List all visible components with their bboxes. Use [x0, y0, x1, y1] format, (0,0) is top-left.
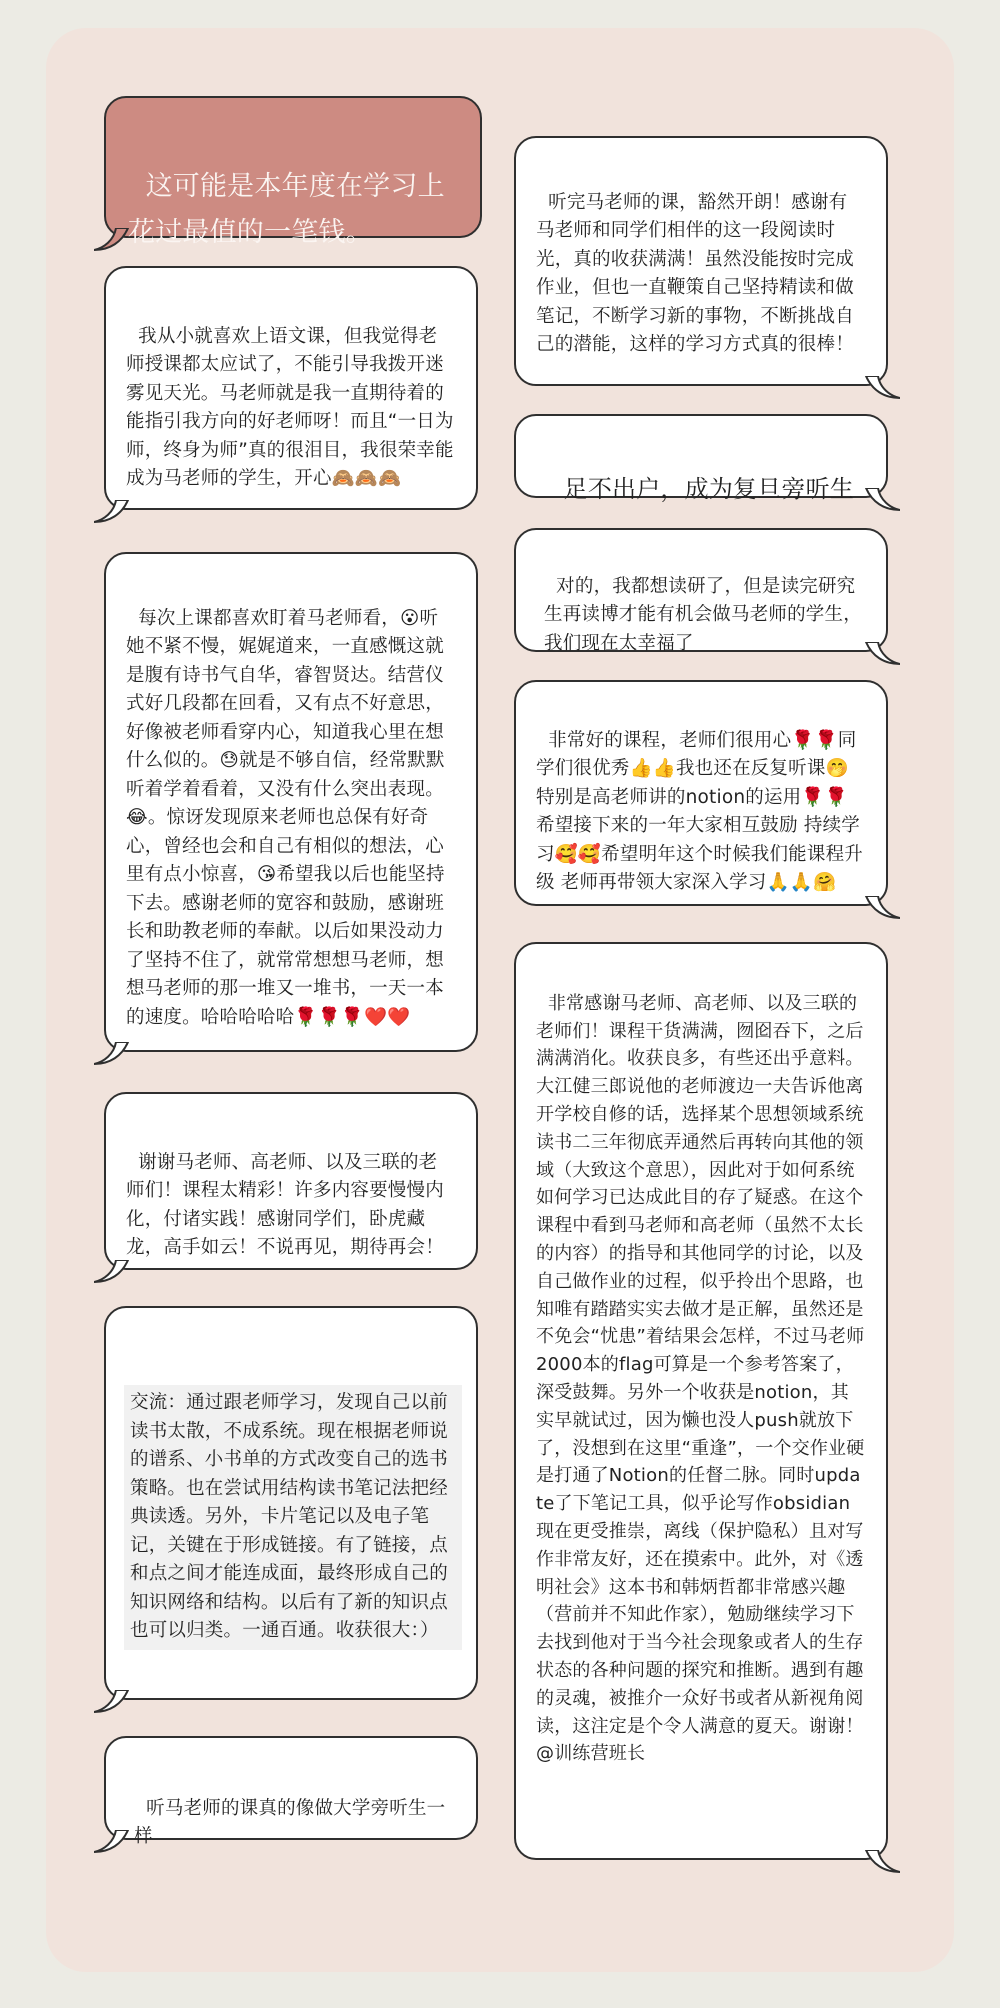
chat-bubble-highlight [104, 96, 482, 248]
chat-bubble [104, 552, 478, 1052]
bubble-tail-icon [860, 1850, 900, 1874]
bubble-tail-icon [94, 1830, 134, 1854]
message-text: 交流：通过跟老师学习，发现自己以前读书太散，不成系统。现在根据老师说的谱系、小书单的方式改变自己的选书策略。也在尝试用结构读书笔记法把经典读透。另外，卡片笔记以及电子笔记，关键在于形成链接。有了链接，点和点之间才能连成面，最终形成自己的知识网络和结构。以后有了新的知识点也可以归类。一通百通。收获很大：） [124, 1385, 462, 1650]
bubble-tail-icon [860, 488, 900, 512]
message-text: 这可能是本年度在学习上花过最值的一笔钱。 [128, 171, 445, 248]
message-text: 听完马老师的课，豁然开朗！感谢有马老师和同学们相伴的这一段阅读时光，真的收获满满！虽然没能按时完成作业，但也一直鞭策自己坚持精读和做笔记，不断学习新的事物，不断挑战自己的潜能，这样的学习方式真的很棒！ [536, 191, 854, 355]
bubble-tail-icon [860, 642, 900, 666]
bubble-tail-icon [94, 1260, 134, 1284]
chat-bubble [514, 414, 888, 503]
message-text: 足不出户，成为复旦旁听生 [563, 475, 855, 503]
message-text: 谢谢马老师、高老师、以及三联的老师们！课程太精彩！许多内容要慢慢内化，付诸实践！感谢同学们，卧虎藏龙，高手如云！不说再见，期待再会！ [126, 1151, 444, 1258]
chat-bubble [104, 1736, 478, 1847]
chat-bubble [514, 528, 888, 652]
bubble-tail-icon [94, 1042, 134, 1066]
message-text: 非常好的课程，老师们很用心🌹🌹同学们很优秀👍👍我也还在反复听课🤭特别是高老师讲的notion的运用🌹🌹希望接下来的一年大家相互鼓励 持续学习🥰🥰希望明年这个时候我们能课程升级 老师再带领大家深入学习🙏🙏🤗 [536, 729, 863, 893]
chat-bubble [514, 680, 888, 906]
message-text: 听马老师的课真的像做大学旁听生一样 [134, 1797, 446, 1847]
message-text: 非常感谢马老师、高老师、以及三联的老师们！课程干货满满，囫囵吞下，之后满满消化。收获良多，有些还出乎意料。大江健三郎说他的老师渡边一夫告诉他离开学校自修的话，选择某个思想领域系统读书二三年彻底弄通然后再转向其他的领域（大致这个意思），因此对于如何系统如何学习已达成此目的存了疑惑。在这个课程中看到马老师和高老师（虽然不太长的内容）的指导和其他同学的讨论，以及自己做作业的过程，似乎拎出个思路，也知唯有踏踏实实去做才是正解，虽然还是不免会“忧患”着结果会怎样，不过马老师2000本的flag可算是一个参考答案了，深受鼓舞。另外一个收获是notion，其实早就试过，因为懒也没人push就放下了，没想到在这里“重逢”，一个交作业硬是打通了Notion的任督二脉。同时update了下笔记工具，似乎论写作obsidian现在更受推崇，离线（保护隐私）且对写作非常友好，还在摸索中。此外，对《透明社会》这本书和韩炳哲都非常感兴趣（营前并不知此作家），勉励继续学习下去找到他对于当今社会现象或者人的生存状态的各种问题的探究和推断。遇到有趣的灵魂，被推介一众好书或者从新视角阅读，这注定是个令人满意的夏天。谢谢！@训练营班长 [536, 992, 865, 1765]
bubble-tail-icon [94, 1690, 134, 1714]
chat-bubble [514, 136, 888, 386]
chat-bubble [104, 266, 478, 510]
message-text: 对的，我都想读研了，但是读完研究生再读博才能有机会做马老师的学生，我们现在太幸福了 [544, 575, 862, 654]
bubble-tail-icon [860, 376, 900, 400]
chat-bubble [104, 1306, 478, 1700]
bubble-tail-icon [94, 228, 134, 252]
chat-bubble [514, 942, 888, 1860]
bubble-tail-icon [860, 896, 900, 920]
message-text: 每次上课都喜欢盯着马老师看，😮听她不紧不慢，娓娓道来，一直感慨这就是腹有诗书气自华，睿智贤达。结营仪式好几段都在回看，又有点不好意思，好像被老师看穿内心，知道我心里在想什么似的。😓就是不够自信，经常默默听着学着看着，又没有什么突出表现。😂。惊讶发现原来老师也总保有好奇心，曾经也会和自己有相似的想法，心里有点小惊喜，😘希望我以后也能坚持下去。感谢老师的宽容和鼓励，感谢班长和助教老师的奉献。以后如果没动力了坚持不住了，就常常想想马老师，想想马老师的那一堆又一堆书，一天一本的速度。哈哈哈哈哈🌹🌹🌹❤️❤️ [126, 607, 445, 1028]
message-text: 我从小就喜欢上语文课，但我觉得老师授课都太应试了，不能引导我拨开迷雾见天光。马老师就是我一直期待着的能指引我方向的好老师呀！而且“一日为师，终身为师”真的很泪目，我很荣幸能成为马老师的学生，开心🙈🙈🙈 [126, 325, 454, 489]
chat-bubble [104, 1092, 478, 1270]
bubble-tail-icon [94, 500, 134, 524]
